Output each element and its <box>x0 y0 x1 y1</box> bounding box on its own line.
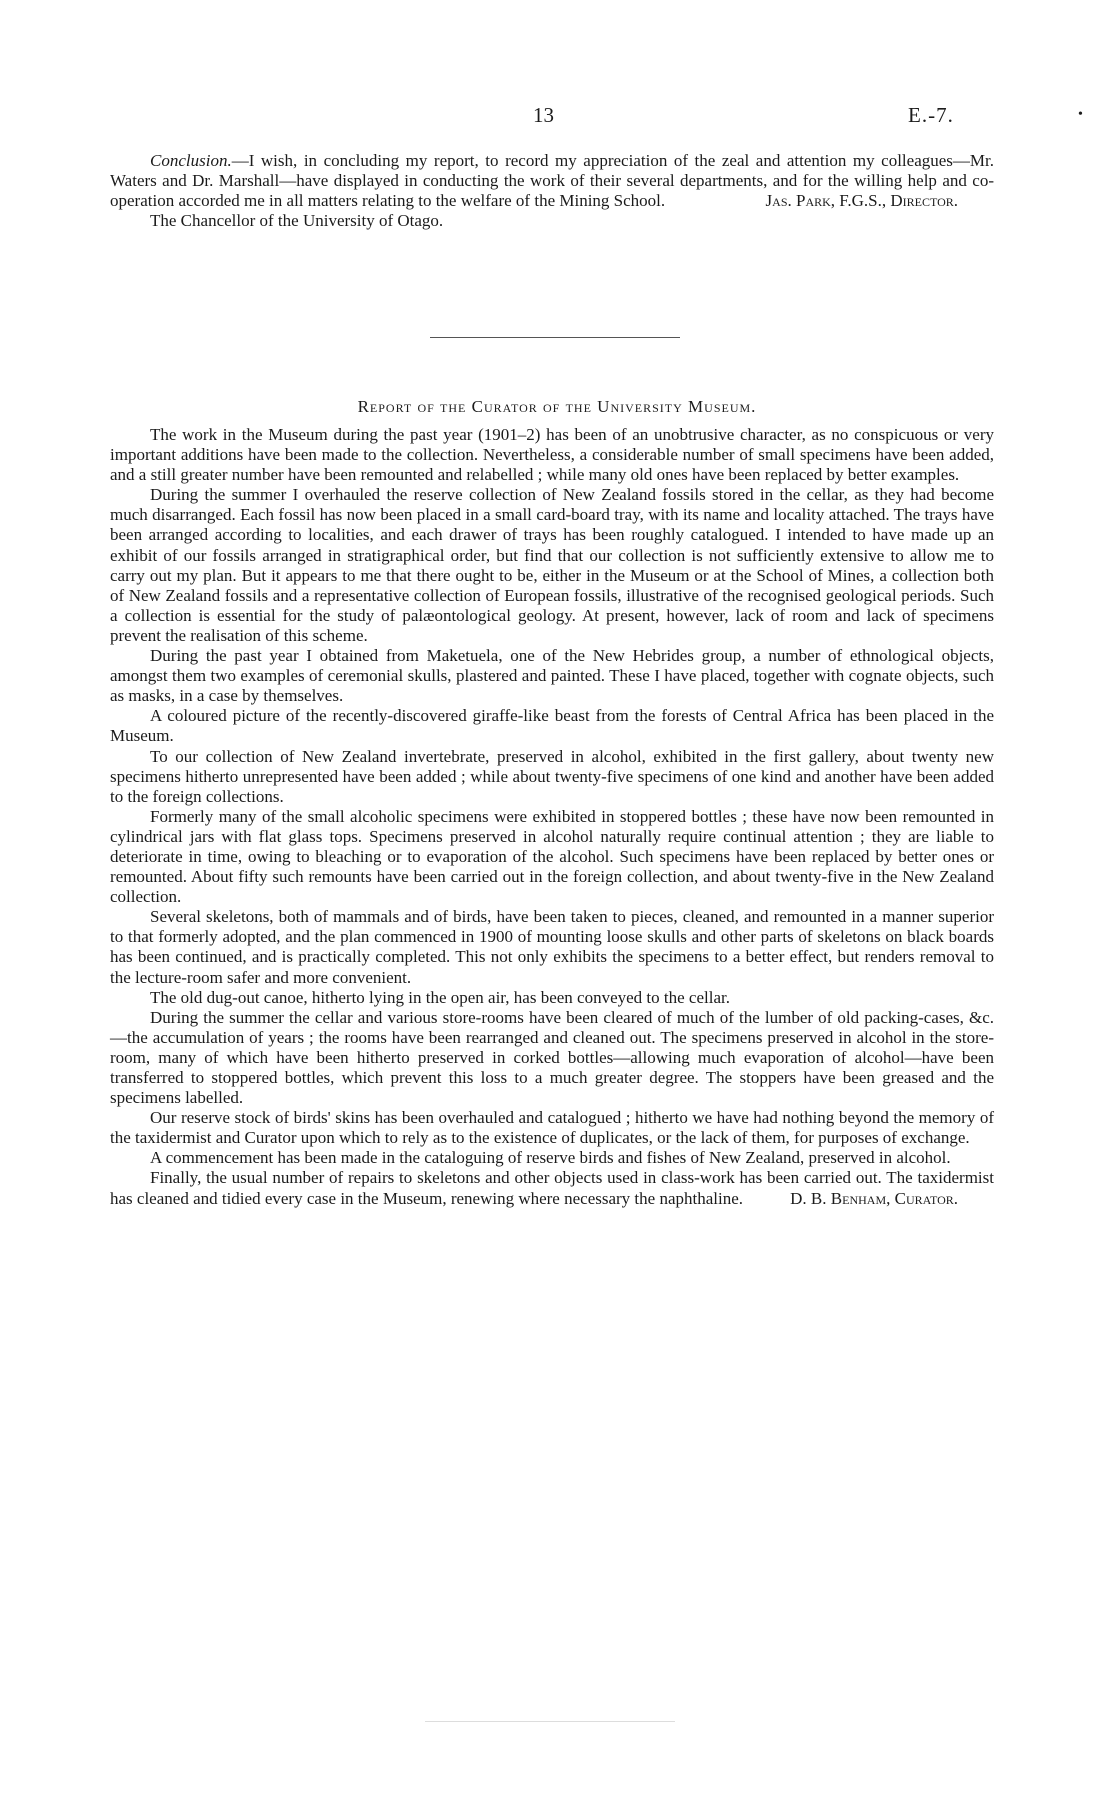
report-paragraph: Our reserve stock of birds' skins has been overhauled and catalogued ; hitherto we have had nothing beyond the memory of the taxidermist and Curator upon which to rely as to the existence of duplicates, or the lack of them, for purposes of exchange. <box>110 1108 994 1148</box>
section-divider <box>430 337 680 338</box>
report-paragraph: Formerly many of the small alcoholic specimens were exhibited in stoppered bottles ; these have now been remounted in cylindrical jars with flat glass tops. Specimens preserved in alcohol naturally require continual attention ; they are liable to deteriorate in time, owing to bleaching or to evaporation of the alcohol. Such specimens have been replaced by better ones or remounted. About fifty such remounts have been carried out in the foreign collection, and about twenty-five in the New Zealand collection. <box>110 806 994 907</box>
footer-divider <box>425 1721 675 1722</box>
page-header <box>0 103 1114 135</box>
report-paragraph: A coloured picture of the recently-discovered giraffe-like beast from the forests of Central Africa has been placed in the Museum. <box>110 706 994 746</box>
report-paragraph: During the summer the cellar and various store-rooms have been cleared of much of the lumber of old packing-cases, &c.—the accumulation of years ; the rooms have been rearranged and cleaned out. The specimens preserved in alcohol in the store-room, many of which have been hitherto preserved in corked bottles—allowing much evaporation of alcohol—have been transferred to stoppered bottles, which prevent this loss to a much greater degree. The stoppers have been greased and the specimens labelled. <box>110 1007 994 1108</box>
series-reference: E.-7. <box>908 103 954 127</box>
report-paragraph: Several skeletons, both of mammals and of birds, have been taken to pieces, cleaned, and remounted in a manner superior to that formerly adopted, and the plan commenced in 1900 of mounting loose skulls and other parts of skeletons on black boards has been continued, and is practically completed. This not only exhibits the specimens to a better effect, but renders removal to the lecture-room safer and more convenient. <box>110 907 994 987</box>
final-paragraph <box>110 1168 994 1208</box>
conclusion-lead: Conclusion. <box>150 151 232 170</box>
page-number: 13 <box>533 103 554 127</box>
report-paragraph: A commencement has been made in the cataloguing of reserve birds and fishes of New Zealand, preserved in alcohol. <box>150 1148 951 1168</box>
director-signature: Jas. Park, F.G.S., Director. <box>765 191 958 211</box>
curator-report-body <box>110 425 994 1209</box>
report-paragraph: During the past year I obtained from Maketuela, one of the New Hebrides group, a number of ethnological objects, amongst them two examples of ceremonial skulls, plastered and painted. These I have placed, together with cognate objects, such as masks, in a case by themselves. <box>110 646 994 706</box>
final-paragraph-text: Finally, the usual number of repairs to skeletons and other objects used in class-work has been carried out. The taxidermist has cleaned and tidied every case in the Museum, renewing where necessary the naphthaline. <box>110 1168 994 1208</box>
conclusion-paragraph <box>110 151 994 211</box>
margin-mark: • <box>1078 107 1083 122</box>
report-paragraph: To our collection of New Zealand invertebrate, preserved in alcohol, exhibited in the first gallery, about twenty new specimens hitherto unrepresented have been added ; while about twenty-five specimens of one kind and another have been added to the foreign collections. <box>110 746 994 806</box>
mining-report-conclusion <box>110 151 994 231</box>
report-paragraph: During the summer I overhauled the reserve collection of New Zealand fossils stored in the cellar, as they had become much disarranged. Each fossil has now been placed in a small card-board tray, with its name and locality attached. The trays have been arranged according to localities, and each drawer of trays has been roughly catalogued. I intended to have made up an exhibit of our fossils arranged in stratigraphical order, but find that our collection is not sufficiently extensive to allow me to carry out my plan. But it appears to me that there ought to be, either in the Museum or at the School of Mines, a collection both of New Zealand fossils and a representative collection of European fossils, illustrative of the recognised geological periods. Such a collection is essential for the study of palæontological geology. At present, however, lack of room and lack of specimens prevent the realisation of this scheme. <box>110 485 994 645</box>
curator-report-title: Report of the Curator of the University Museum. <box>357 397 757 416</box>
addressee: The Chancellor of the University of Otago. <box>150 211 444 231</box>
report-paragraph: The work in the Museum during the past year (1901–2) has been of an unobtrusive character, as no conspicuous or very important additions have been made to the collection. Nevertheless, a considerable number of small specimens have been added, and a still greater number have been remounted and relabelled ; while many old ones have been replaced by better examples. <box>110 425 994 485</box>
curator-signature: D. B. Benham, Curator. <box>790 1188 958 1208</box>
conclusion-text: —I wish, in concluding my report, to record my appreciation of the zeal and attention my colleagues—Mr. Waters and Dr. Marshall—have displayed in conducting the work of their several departments, and for the willing help and co-operation accorded me in all matters relating to the welfare of the Mining School. <box>110 151 994 211</box>
report-paragraph: The old dug-out canoe, hitherto lying in the open air, has been conveyed to the cellar. <box>150 987 730 1007</box>
